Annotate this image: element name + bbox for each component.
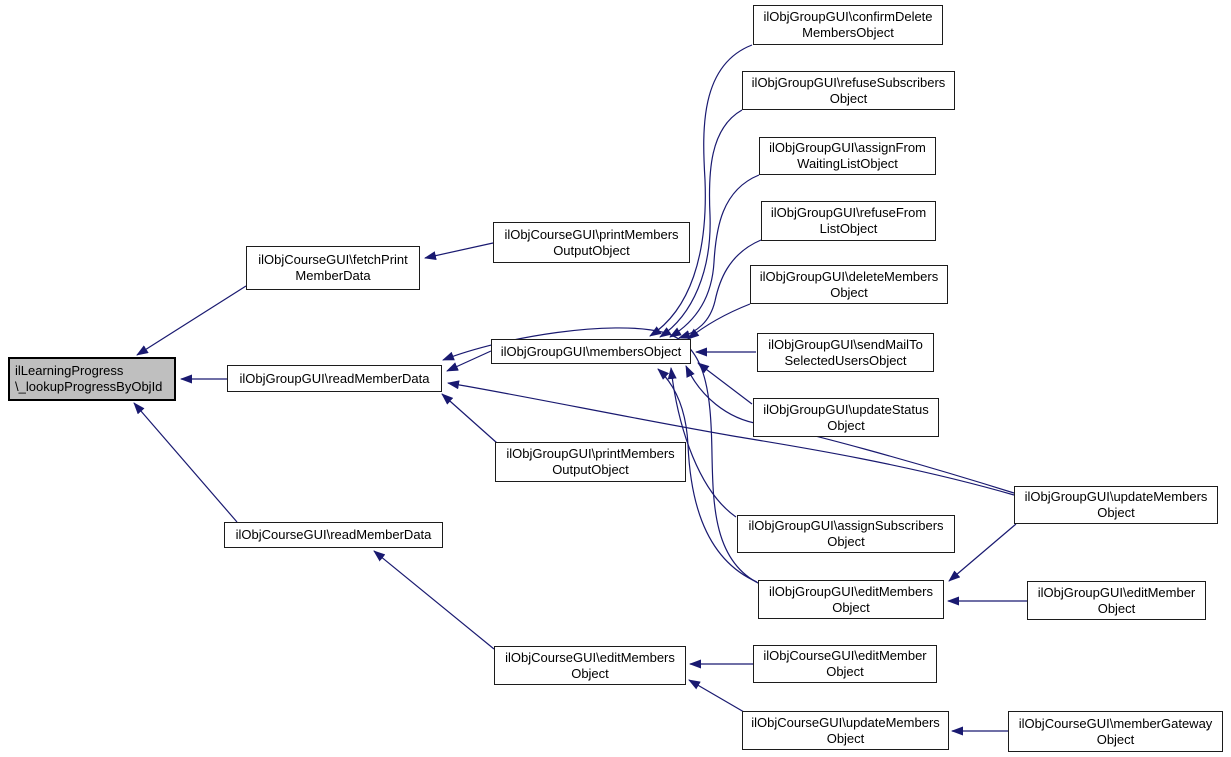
edge-group-updateMembersObject--group-editMembersObject (949, 524, 1016, 581)
node-label-line: Object (571, 665, 609, 681)
node-label-line: ilObjGroupGUI\refuseSubscribers (751, 74, 946, 90)
node-label-line: SelectedUsersObject (784, 352, 907, 368)
edge-course-printMembersOutputObject--course-fetchPrintMemberData (425, 243, 493, 258)
edge-course-updateMembersObject--course-editMembersObject (689, 680, 744, 712)
node-label-line: ilObjCourseGUI\editMember (763, 648, 927, 663)
node-label-line: OutputObject (553, 242, 630, 258)
edge-group-deleteMembersObject--group-membersObject (688, 304, 750, 339)
node-course-updateMembersObject[interactable] (742, 711, 949, 750)
edge-group-printMembersOutputObject--group-readMemberData (442, 394, 497, 443)
node-label-line: ilObjGroupGUI\membersObject (500, 343, 682, 359)
node-label-line: Object (827, 417, 865, 433)
node-label-line: ilObjGroupGUI\readMemberData (239, 370, 430, 386)
node-group-refuseFromListObject[interactable] (761, 201, 936, 241)
node-label-line: Object (832, 599, 870, 615)
node-label-line: ilObjGroupGUI\assignFrom (769, 140, 926, 155)
node-course-fetchPrintMemberData[interactable] (246, 246, 420, 290)
node-group-updateMembersObject[interactable] (1014, 486, 1218, 524)
node-label-line: OutputObject (552, 462, 629, 477)
node-group-refuseSubscribersObject[interactable] (742, 71, 955, 110)
node-course-readMemberData[interactable] (224, 522, 443, 548)
node-label-line: Object (1096, 731, 1135, 747)
node-label-line: ilObjGroupGUI\deleteMembers (759, 268, 939, 284)
node-label-line: ilLearningProgress (15, 363, 124, 378)
node-label-line: ListObject (819, 221, 878, 236)
node-label-line: ilObjGroupGUI\printMembers (506, 446, 675, 461)
node-group-assignFromWaitingListObject[interactable] (759, 137, 936, 175)
node-label-line: ilObjGroupGUI\confirmDelete (763, 9, 933, 24)
node-group-printMembersOutputObject[interactable] (495, 442, 686, 482)
node-label-line: Object (827, 534, 865, 549)
node-label-line: \_lookupProgressByObjId (15, 379, 163, 394)
node-label-line: ilObjGroupGUI\updateStatus (763, 401, 929, 417)
node-label-line: Object (1097, 505, 1135, 520)
node-group-assignSubscribersObject[interactable] (737, 515, 955, 553)
node-label-line: ilObjGroupGUI\editMembers (769, 583, 933, 599)
node-label-line: MemberData (295, 268, 371, 283)
node-label-line: ilObjGroupGUI\sendMailTo (768, 336, 923, 352)
node-label-line: Object (829, 90, 868, 106)
node-label-line: ilObjGroupGUI\assignSubscribers (748, 518, 944, 533)
node-group-confirmDeleteMembersObject[interactable] (753, 5, 943, 45)
node-label-line: ilObjCourseGUI\updateMembers (751, 714, 940, 730)
edge-course-readMemberData--lookupProgressByObjId (134, 403, 237, 522)
node-label-line: WaitingListObject (797, 156, 898, 171)
node-label-line: ilObjCourseGUI\readMemberData (235, 527, 432, 542)
node-label-line: Object (826, 730, 865, 746)
node-group-updateStatusObject[interactable] (753, 398, 939, 437)
edge-group-refuseFromListObject--group-membersObject (679, 240, 761, 338)
node-label-line: Object (1097, 600, 1136, 616)
node-course-editMembersObject[interactable] (494, 646, 686, 685)
node-group-membersObject[interactable] (491, 339, 691, 364)
node-label-line: Object (826, 664, 864, 679)
edge-group-membersObject--group-readMemberData (447, 351, 491, 371)
node-label-line: ilObjGroupGUI\updateMembers (1024, 489, 1208, 504)
node-group-sendMailToSelectedUsersObject[interactable] (757, 333, 934, 372)
edge-course-editMembersObject--course-readMemberData (374, 551, 494, 649)
node-course-printMembersOutputObject[interactable] (493, 222, 690, 263)
node-group-editMemberObject[interactable] (1027, 581, 1206, 620)
node-group-readMemberData[interactable] (227, 365, 442, 392)
node-label-line: ilObjCourseGUI\printMembers (504, 226, 679, 242)
edge-course-fetchPrintMemberData--lookupProgressByObjId (137, 286, 246, 355)
node-label-line: MembersObject (802, 25, 894, 40)
node-course-memberGatewayObject[interactable] (1008, 711, 1223, 752)
node-group-editMembersObject[interactable] (758, 580, 944, 619)
node-label-line: ilObjGroupGUI\editMember (1037, 584, 1196, 600)
node-label-line: Object (830, 284, 868, 300)
node-lookupProgressByObjId (8, 357, 176, 401)
node-label-line: ilObjGroupGUI\refuseFrom (770, 205, 927, 220)
node-label-line: ilObjCourseGUI\editMembers (505, 649, 675, 665)
node-label-line: ilObjCourseGUI\memberGateway (1018, 715, 1213, 731)
node-group-deleteMembersObject[interactable] (750, 265, 948, 304)
node-course-editMemberObject[interactable] (753, 645, 937, 683)
node-label-line: ilObjCourseGUI\fetchPrint (258, 252, 408, 267)
